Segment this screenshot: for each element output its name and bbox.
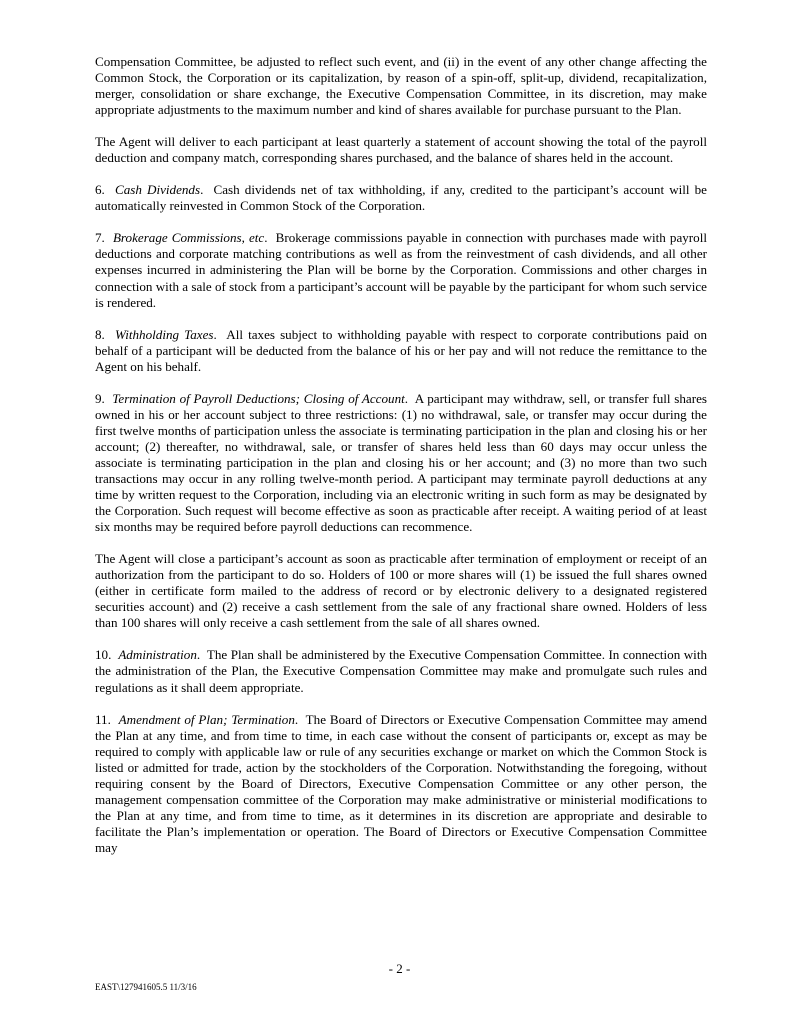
document-body <box>95 54 707 872</box>
section-title: Withholding Taxes <box>115 326 214 342</box>
page-number: - 2 - <box>388 961 411 976</box>
paragraph-agent-statement: The Agent will deliver to each participant at least quarterly a statement of account showing the total of the payroll deduction and company match, corresponding shares purchased, and the balance of shares held in the account. <box>95 134 707 166</box>
paragraph-account-closing: The Agent will close a participant’s account as soon as practicable after termination of employment or receipt of an authorization from the participant to do so. Holders of 100 or more shares will (1) be issued the full shares owned (either in certificate form mailed to the address of record or by electronic delivery to a designated registered securities account) and (2) receive a cash settlement from the sale of any fractional share owned. Holders of less than 100 shares will only receive a cash settlement from the sale of all shares owned. <box>95 551 707 631</box>
section-10: 10. Administration. The Plan shall be administered by the Executive Compensation Committee. In connection with the administration of the Plan, the Executive Compensation Committee may make and promulgate such rules and regulations as it shall deem appropriate. <box>95 647 708 695</box>
paragraph-intro: Compensation Committee, be adjusted to reflect such event, and (ii) in the event of any other change affecting the Common Stock, the Corporation or its capitalization, by reason of a spin-off, split-up, dividend, recapitalization, merger, consolidation or share exchange, the Executive Compensation Committee, in its discretion, may make appropriate adjustments to the maximum number and kind of shares available for purchase pursuant to the Plan. <box>95 54 707 118</box>
section-8: 8. Withholding Taxes. All taxes subject to withholding payable with respect to corporate contributions paid on behalf of a participant will be deducted from the balance of his or her pay and will not reduce the remittance to the Agent on his behalf. <box>95 326 708 374</box>
section-title: Cash Dividends <box>114 182 201 198</box>
section-6: 6. Cash Dividends. Cash dividends net of tax withholding, if any, credited to the participant’s account will be automatically reinvested in Common Stock of the Corporation. <box>95 182 707 214</box>
section-11: 11. Amendment of Plan; Termination. The Board of Directors or Executive Compensation Committee may amend the Plan at any time, and from time to time, in each case without the consent of participants or, except as may be required to comply with applicable law or rule of any securities exchange or market on which the Common Stock is listed or admitted for trade, action by the stockholders of the Corporation. Notwithstanding the foregoing, without requiring consent by the Board of Directors, Executive Compensation Committee or any other person, the management compensation committee of the Corporation may make administrative or ministerial modifications to the Plan at any time, and from time to time, as it determines in its discretion are appropriate and desirable to facilitate the Plan’s implementation or operation. The Board of Directors or Executive Compensation Committee may <box>95 711 708 855</box>
section-title: Termination of Payroll Deductions; Closing of Account <box>112 390 405 406</box>
section-title: Administration <box>118 647 197 663</box>
section-9: 9. Termination of Payroll Deductions; Closing of Account. A participant may withdraw, sell, or transfer full shares owned in his or her account subject to three restrictions: (1) no withdrawal, sale, or transfer may occur during the first twelve months of participation unless the associate is terminating participation in the plan and closing his or her account; (2) thereafter, no withdrawal, sale, or transfer of shares held less than 60 days may occur unless the associate is terminating participation in the plan and closing his or her account; and (3) no more than two such transactions may occur in any rolling twelve-month period. A participant may terminate payroll deductions at any time by written request to the Corporation, including via an electronic writing in such form as may be designated by the Corporation. Such request will become effective as soon as practicable after receipt. A waiting period of at least six months may be required before payroll deductions can recommence. <box>95 390 708 535</box>
document-footer-id: EAST\127941605.5 11/3/16 <box>95 982 197 992</box>
section-title: Brokerage Commissions, etc <box>112 230 265 246</box>
section-title: Amendment of Plan; Termination <box>118 711 295 727</box>
section-7: 7. Brokerage Commissions, etc. Brokerage commissions payable in connection with purchases made with payroll deductions and corporate matching contributions as well as from the reinvestment of cash dividends, and all other expenses incurred in administering the Plan will be borne by the Corporation. Commissions and other charges in connection with a sale of stock from a participant’s account will be payable by the participant for whom such service is rendered. <box>95 230 707 310</box>
